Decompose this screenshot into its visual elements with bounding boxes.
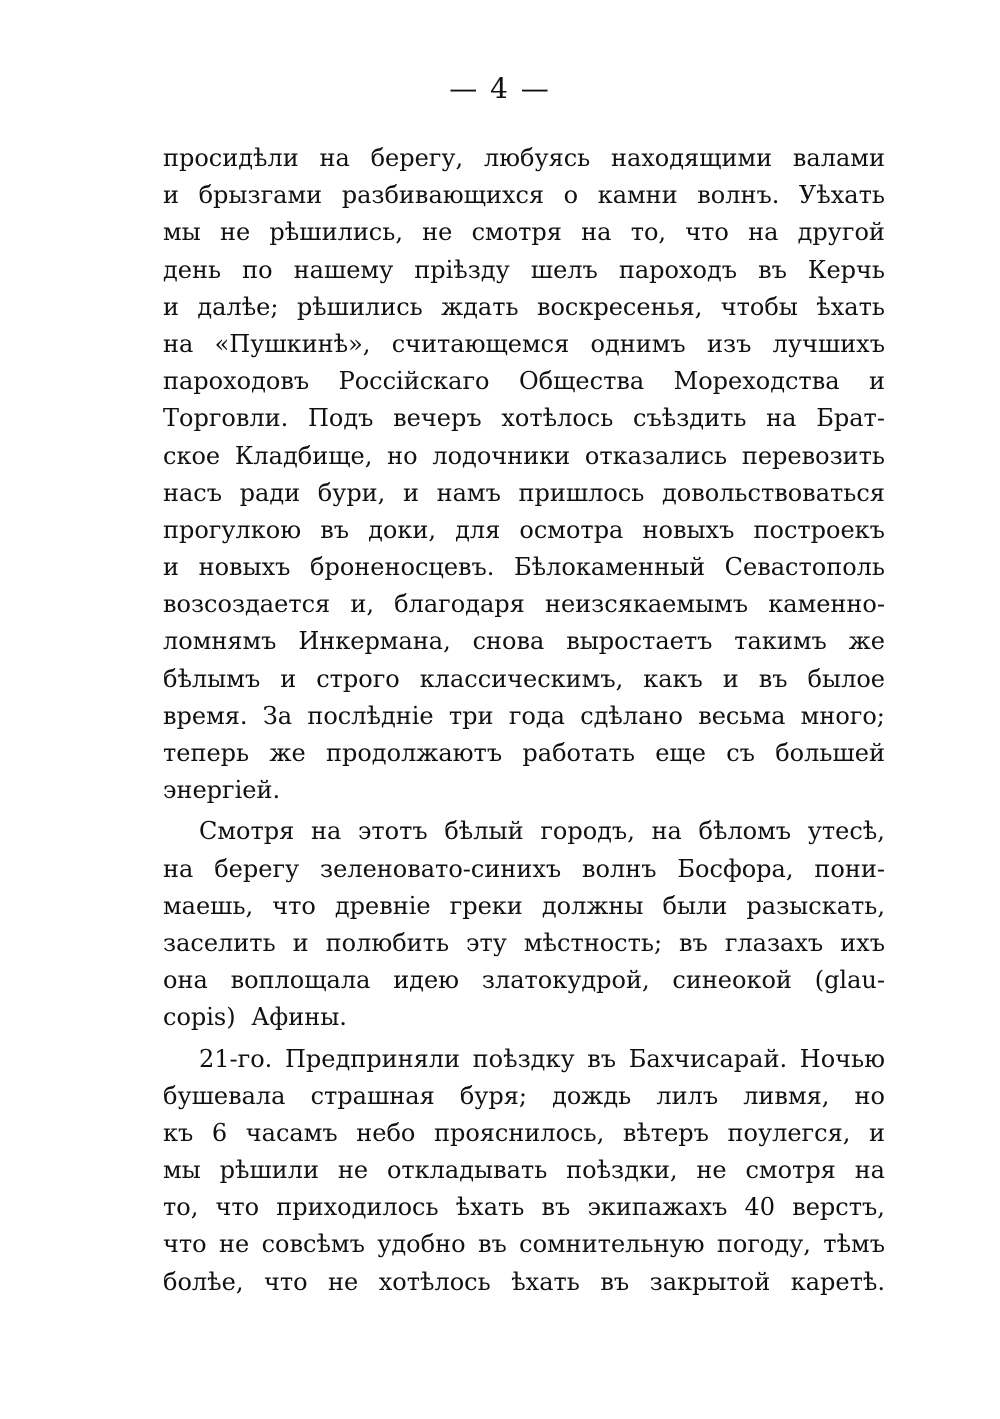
text-line: возсоздается и, благодаря неизсякаемымъ каменно- — [163, 590, 885, 619]
text-line: энергіей. — [163, 776, 281, 805]
body-text — [163, 140, 885, 1301]
paragraph — [163, 813, 885, 1036]
text-line: и брызгами разбивающихся о камни волнъ. Уѣхать — [163, 181, 885, 210]
text-line: то, что приходилось ѣхать въ экипажахъ 40 верстъ, — [163, 1193, 885, 1222]
text-line: мы рѣшили не откладывать поѣздки, не смотря на — [163, 1156, 885, 1185]
text-line: болѣе, что не хотѣлось ѣхать въ закрытой каретѣ. — [163, 1267, 885, 1296]
paragraph — [163, 1041, 885, 1301]
text-line: на берегу зеленовато-синихъ волнъ Босфора, пони- — [163, 854, 885, 883]
text-line: Смотря на этотъ бѣлый городъ, на бѣломъ утесѣ, — [199, 817, 885, 846]
text-line: на «Пушкинѣ», считающемся однимъ изъ лучшихъ — [163, 329, 885, 358]
text-line: copis) Афины. — [163, 1003, 347, 1032]
text-line: маешь, что древніе греки должны были разыскать, — [163, 891, 885, 920]
text-line: она воплощала идею златокудрой, синеокой (glau- — [163, 966, 885, 995]
text-line: и далѣе; рѣшились ждать воскресенья, чтобы ѣхать — [163, 292, 885, 321]
text-line: что не совсѣмъ удобно въ сомнительную погоду, тѣмъ — [163, 1230, 885, 1259]
text-line: прогулкою въ доки, для осмотра новыхъ построекъ — [163, 515, 885, 544]
text-line: заселить и полюбить эту мѣстность; въ глазахъ ихъ — [163, 928, 885, 957]
text-line: насъ ради бури, и намъ пришлось довольствоваться — [163, 478, 885, 507]
text-line: бѣлымъ и строго классическимъ, какъ и въ былое — [163, 664, 885, 693]
text-line: къ 6 часамъ небо прояснилось, вѣтеръ поулегся, и — [163, 1118, 885, 1147]
text-line: 21-го. Предприняли поѣздку въ Бахчисарай. Ночью — [199, 1044, 885, 1073]
text-line: и новыхъ броненосцевъ. Бѣлокаменный Севастополь — [163, 553, 885, 582]
text-line: ломнямъ Инкермана, снова выростаетъ такимъ же — [163, 627, 885, 656]
text-line: бушевала страшная буря; дождь лилъ ливмя, но — [163, 1081, 885, 1110]
text-line: день по нашему пріѣзду шелъ пароходъ въ Керчь — [163, 255, 885, 284]
text-line: Торговли. Подъ вечеръ хотѣлось съѣздить на Брат- — [163, 404, 885, 433]
text-line: ское Кладбище, но лодочники отказались перевозить — [163, 441, 885, 470]
text-line: время. За послѣдніе три года сдѣлано весьма много; — [163, 701, 885, 730]
text-line: теперь же продолжаютъ работать еще съ большей — [163, 739, 885, 767]
text-line: мы не рѣшились, не смотря на то, что на другой — [163, 218, 885, 247]
page-number: — 4 — — [449, 72, 551, 105]
paragraph — [163, 140, 885, 809]
text-line: пароходовъ Россійскаго Общества Мореходства и — [163, 367, 885, 396]
text-line: просидѣли на берегу, любуясь находящими валами — [163, 144, 885, 172]
